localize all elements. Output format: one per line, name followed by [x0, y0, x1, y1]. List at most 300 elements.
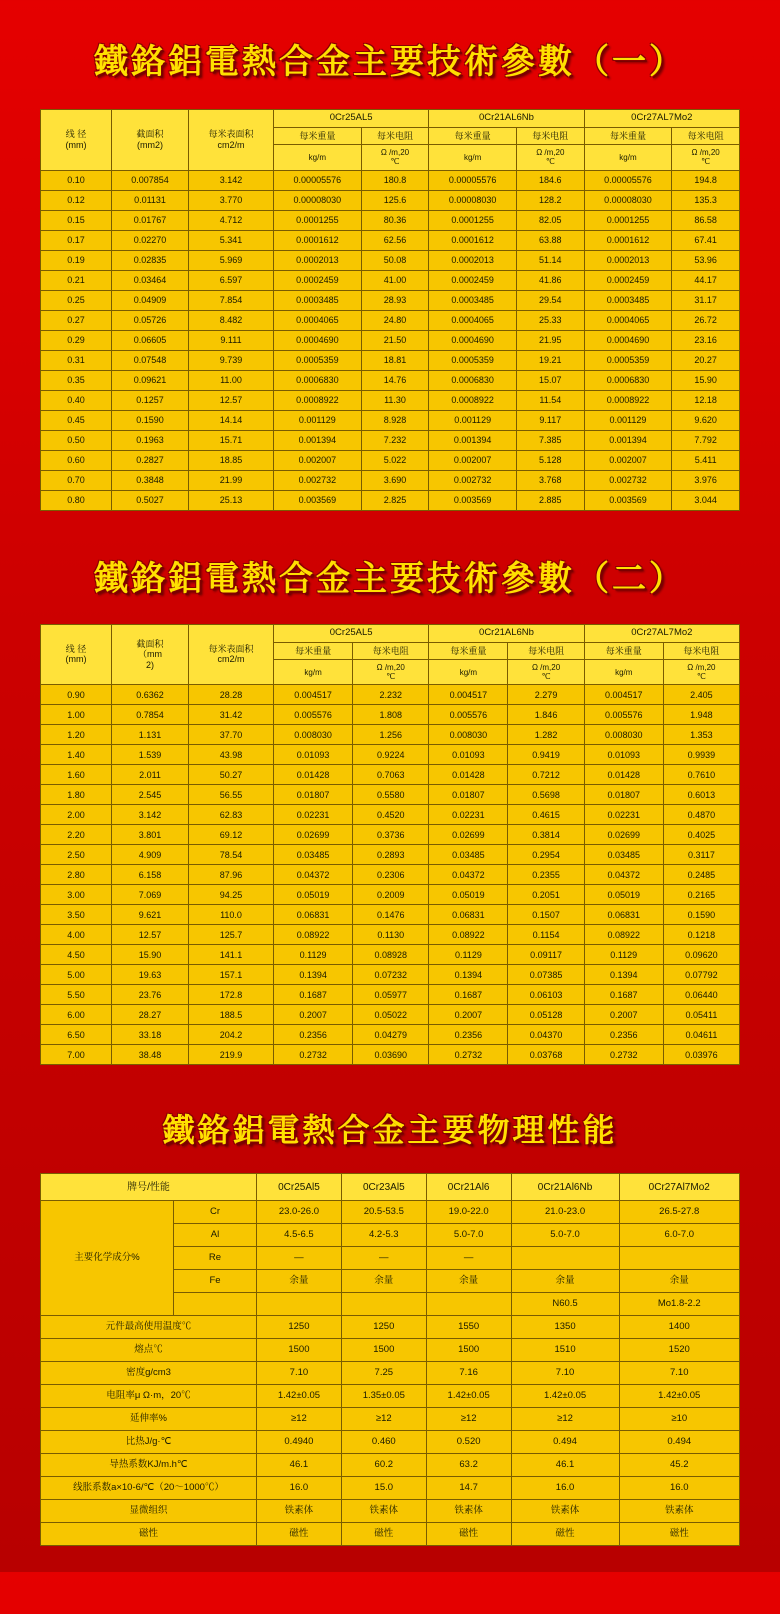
table-cell: 7.385 [516, 430, 584, 450]
table-cell: 9.739 [189, 350, 274, 370]
table-cell: 135.3 [672, 190, 740, 210]
section-title-3: 鐵鉻鋁電熱合金主要物理性能 [162, 1112, 618, 1149]
table-cell: 0.2954 [508, 845, 584, 865]
table-cell: 0.0004690 [584, 330, 672, 350]
table-row [41, 1385, 740, 1408]
table-cell: 0.0005359 [274, 350, 362, 370]
table-cell: 23.76 [112, 985, 189, 1005]
chem-element-name: Cr [174, 1201, 257, 1224]
table-cell: 0.05411 [663, 1005, 739, 1025]
table-cell: 9.117 [516, 410, 584, 430]
table-cell: 0.04909 [112, 290, 189, 310]
property-value-cell: 14.7 [426, 1477, 511, 1500]
table-cell: 188.5 [189, 1005, 274, 1025]
property-value-cell: 46.1 [511, 1454, 619, 1477]
table-cell: 4.50 [41, 945, 112, 965]
table-cell: 6.158 [112, 865, 189, 885]
table-cell: 20.27 [672, 350, 740, 370]
table-cell: 0.02699 [584, 825, 663, 845]
header-wire-diameter: 线 径 (mm) [41, 110, 112, 171]
chem-value-cell: 21.0-23.0 [511, 1201, 619, 1224]
table-cell: 180.8 [361, 170, 429, 190]
header2-resistance-unit-3: Ω /m,20 ℃ [663, 659, 739, 684]
table-row [41, 765, 740, 785]
table-cell: 11.00 [189, 370, 274, 390]
table-cell: 0.0001612 [429, 230, 517, 250]
table-cell: 0.60 [41, 450, 112, 470]
table-cell: 28.93 [361, 290, 429, 310]
table-cell: 25.33 [516, 310, 584, 330]
table-cell: 3.044 [672, 490, 740, 510]
table2-header-row-1 [41, 624, 740, 642]
table-cell: 0.0008922 [274, 390, 362, 410]
table-cell: 0.1130 [353, 925, 429, 945]
table-cell: 0.0004690 [274, 330, 362, 350]
table-cell: 0.02835 [112, 250, 189, 270]
chem-value-cell: 余量 [619, 1270, 740, 1293]
table-cell: 26.72 [672, 310, 740, 330]
table-row [41, 210, 740, 230]
table-cell: 0.00008030 [584, 190, 672, 210]
table-cell: 29.54 [516, 290, 584, 310]
table-row [41, 1523, 740, 1546]
table-cell: 21.99 [189, 470, 274, 490]
property-value-cell: ≥12 [341, 1408, 426, 1431]
property-value-cell: ≥12 [511, 1408, 619, 1431]
property-value-cell: 0.520 [426, 1431, 511, 1454]
table-cell: 172.8 [189, 985, 274, 1005]
table-row [41, 1045, 740, 1065]
table-cell: 82.05 [516, 210, 584, 230]
table-cell: 67.41 [672, 230, 740, 250]
table-cell: 0.09117 [508, 945, 584, 965]
table-cell: 0.008030 [274, 725, 353, 745]
table-row [41, 450, 740, 470]
table-cell: 31.17 [672, 290, 740, 310]
header2-section-area: 截面积 （mm 2) [112, 624, 189, 685]
table-cell: 5.411 [672, 450, 740, 470]
property-value-cell: 铁素体 [426, 1500, 511, 1523]
table-cell: 0.05019 [429, 885, 508, 905]
property-value-cell: 7.10 [257, 1362, 342, 1385]
table-cell: 3.770 [189, 190, 274, 210]
table-cell: 0.01807 [429, 785, 508, 805]
table-row [41, 885, 740, 905]
table-cell: 80.36 [361, 210, 429, 230]
table-cell: 0.6362 [112, 685, 189, 705]
table-cell: 0.7854 [112, 705, 189, 725]
table-cell: 0.5580 [353, 785, 429, 805]
table-cell: 69.12 [189, 825, 274, 845]
table-cell: 9.111 [189, 330, 274, 350]
table-cell: 1.131 [112, 725, 189, 745]
table-cell: 0.00005576 [274, 170, 362, 190]
table-cell: 0.03485 [274, 845, 353, 865]
table-row [41, 1408, 740, 1431]
table-cell: 0.07385 [508, 965, 584, 985]
table-row [41, 490, 740, 510]
table-cell: 0.07792 [663, 965, 739, 985]
table-cell: 0.00008030 [274, 190, 362, 210]
table-cell: 1.60 [41, 765, 112, 785]
property-name: 线胀系数a×10-6/℃（20～1000℃） [41, 1477, 257, 1500]
table2-head [41, 624, 740, 685]
chem-element-name: Re [174, 1247, 257, 1270]
table-cell: 0.0004065 [584, 310, 672, 330]
table-cell: 3.976 [672, 470, 740, 490]
table-row [41, 865, 740, 885]
chem-value-cell: — [257, 1247, 342, 1270]
header3-alloy: 0Cr21Al6 [426, 1174, 511, 1201]
table-cell: 110.0 [189, 905, 274, 925]
table-cell: 50.27 [189, 765, 274, 785]
table-cell: 0.04370 [508, 1025, 584, 1045]
table-cell: 12.18 [672, 390, 740, 410]
property-value-cell: ≥10 [619, 1408, 740, 1431]
table-cell: 11.54 [516, 390, 584, 410]
table-cell: 0.04279 [353, 1025, 429, 1045]
table-cell: 0.07232 [353, 965, 429, 985]
table-cell: 86.58 [672, 210, 740, 230]
table-cell: 5.00 [41, 965, 112, 985]
header3-alloy: 0Cr23Al5 [341, 1174, 426, 1201]
header-weight-unit-3: kg/m [584, 145, 672, 170]
header-alloy-0cr21al6nb: 0Cr21AL6Nb [429, 110, 584, 128]
table-cell: 2.232 [353, 685, 429, 705]
table-row [41, 170, 740, 190]
table-cell: 0.5698 [508, 785, 584, 805]
table-cell: 0.2051 [508, 885, 584, 905]
chem-value-cell [257, 1293, 342, 1316]
table-cell: 0.1687 [584, 985, 663, 1005]
table-cell: 0.0006830 [429, 370, 517, 390]
property-value-cell: 15.0 [341, 1477, 426, 1500]
table-cell: 43.98 [189, 745, 274, 765]
table-cell: 51.14 [516, 250, 584, 270]
chem-value-cell: 余量 [341, 1270, 426, 1293]
table-cell: 0.02699 [274, 825, 353, 845]
property-value-cell: 铁素体 [341, 1500, 426, 1523]
property-value-cell: 7.10 [619, 1362, 740, 1385]
table-cell: 12.57 [112, 925, 189, 945]
table-row [41, 745, 740, 765]
property-value-cell: 0.4940 [257, 1431, 342, 1454]
table-cell: 0.4520 [353, 805, 429, 825]
table-cell: 0.00005576 [584, 170, 672, 190]
table-cell: 3.690 [361, 470, 429, 490]
chem-value-cell [341, 1293, 426, 1316]
table-cell: 62.56 [361, 230, 429, 250]
table-cell: 0.01093 [429, 745, 508, 765]
table-cell: 0.2732 [274, 1045, 353, 1065]
table-cell: 2.80 [41, 865, 112, 885]
table-cell: 0.0001255 [429, 210, 517, 230]
table-row [41, 1005, 740, 1025]
table-cell: 31.42 [189, 705, 274, 725]
header-surface-area: 每米表面积 cm2/m [189, 110, 274, 171]
table-cell: 94.25 [189, 885, 274, 905]
table-cell: 2.885 [516, 490, 584, 510]
table-cell: 1.282 [508, 725, 584, 745]
table-cell: 24.80 [361, 310, 429, 330]
table-cell: 0.09620 [663, 945, 739, 965]
header-weight-2: 每米重量 [429, 127, 517, 144]
table-cell: 0.1129 [429, 945, 508, 965]
property-value-cell: 铁素体 [511, 1500, 619, 1523]
table-row [41, 1500, 740, 1523]
tech-params-table-1 [40, 109, 740, 511]
table-cell: 2.825 [361, 490, 429, 510]
table-row [41, 1454, 740, 1477]
table-row [41, 1477, 740, 1500]
table-cell: 9.621 [112, 905, 189, 925]
header2-wire-diameter: 线 径 (mm) [41, 624, 112, 685]
table-row [41, 470, 740, 490]
table-row [41, 705, 740, 725]
table-cell: 50.08 [361, 250, 429, 270]
table-cell: 0.08922 [274, 925, 353, 945]
table-cell: 0.01807 [274, 785, 353, 805]
table-cell: 0.01428 [584, 765, 663, 785]
table-cell: 0.00005576 [429, 170, 517, 190]
table-cell: 15.07 [516, 370, 584, 390]
table-cell: 0.004517 [584, 685, 663, 705]
header-section-area: 截面积 (mm2) [112, 110, 189, 171]
table-cell: 0.007854 [112, 170, 189, 190]
table-cell: 0.0002013 [274, 250, 362, 270]
table-cell: 0.1129 [584, 945, 663, 965]
table-cell: 0.1394 [274, 965, 353, 985]
property-value-cell: 16.0 [511, 1477, 619, 1500]
table-cell: 21.50 [361, 330, 429, 350]
table-row [41, 270, 740, 290]
table3-head [41, 1174, 740, 1201]
table-cell: 0.3736 [353, 825, 429, 845]
chem-value-cell [426, 1293, 511, 1316]
table-cell: 0.03485 [584, 845, 663, 865]
property-value-cell: 铁素体 [619, 1500, 740, 1523]
table-cell: 0.2893 [353, 845, 429, 865]
table-cell: 0.002732 [584, 470, 672, 490]
table-cell: 0.2007 [429, 1005, 508, 1025]
table-cell: 0.0002459 [584, 270, 672, 290]
table-cell: 0.005576 [274, 705, 353, 725]
table-cell: 141.1 [189, 945, 274, 965]
chem-element-name: Al [174, 1224, 257, 1247]
table-cell: 0.12 [41, 190, 112, 210]
property-value-cell: 63.2 [426, 1454, 511, 1477]
table-cell: 0.40 [41, 390, 112, 410]
table-row [41, 1316, 740, 1339]
property-value-cell: 1.42±0.05 [619, 1385, 740, 1408]
header2-alloy-0cr21al6nb: 0Cr21AL6Nb [429, 624, 584, 642]
table-cell: 8.482 [189, 310, 274, 330]
property-name: 导热系数KJ/m.h℃ [41, 1454, 257, 1477]
table-cell: 0.1590 [112, 410, 189, 430]
chem-value-cell: 余量 [426, 1270, 511, 1293]
table-cell: 0.0002013 [584, 250, 672, 270]
table-cell: 0.0001612 [274, 230, 362, 250]
property-value-cell: 45.2 [619, 1454, 740, 1477]
table-cell: 7.069 [112, 885, 189, 905]
table-row [41, 430, 740, 450]
table-cell: 1.20 [41, 725, 112, 745]
table-row [41, 370, 740, 390]
chem-value-cell: 23.0-26.0 [257, 1201, 342, 1224]
table-cell: 3.00 [41, 885, 112, 905]
physical-properties-table [40, 1173, 740, 1546]
table-row [41, 1025, 740, 1045]
table-cell: 0.001394 [274, 430, 362, 450]
property-value-cell: 1.42±0.05 [426, 1385, 511, 1408]
table-cell: 0.002732 [429, 470, 517, 490]
table-row [41, 945, 740, 965]
header2-resistance-2: 每米电阻 [508, 642, 584, 659]
property-value-cell: 1550 [426, 1316, 511, 1339]
property-value-cell: 磁性 [619, 1523, 740, 1546]
table-cell: 0.001129 [429, 410, 517, 430]
table-cell: 0.01807 [584, 785, 663, 805]
property-value-cell: 1520 [619, 1339, 740, 1362]
table-cell: 7.792 [672, 430, 740, 450]
property-name: 比热J/g·℃ [41, 1431, 257, 1454]
table-cell: 6.597 [189, 270, 274, 290]
header2-resistance-3: 每米电阻 [663, 642, 739, 659]
header2-resistance-unit-2: Ω /m,20 ℃ [508, 659, 584, 684]
table-cell: 0.0004065 [274, 310, 362, 330]
table-row [41, 190, 740, 210]
table-row [41, 825, 740, 845]
table-cell: 0.2732 [584, 1045, 663, 1065]
property-value-cell: 0.494 [619, 1431, 740, 1454]
table-cell: 0.2356 [429, 1025, 508, 1045]
header2-weight-unit-3: kg/m [584, 659, 663, 684]
table-cell: 1.00 [41, 705, 112, 725]
table-cell: 0.2356 [584, 1025, 663, 1045]
table-cell: 0.003569 [274, 490, 362, 510]
table-row [41, 785, 740, 805]
table-cell: 0.0002013 [429, 250, 517, 270]
header-resistance-unit-1: Ω /m,20 ℃ [361, 145, 429, 170]
chem-value-cell: 6.0-7.0 [619, 1224, 740, 1247]
property-value-cell: 16.0 [257, 1477, 342, 1500]
table-cell: 0.04372 [584, 865, 663, 885]
property-value-cell: 1250 [341, 1316, 426, 1339]
table-cell: 0.00008030 [429, 190, 517, 210]
chem-value-cell: 余量 [257, 1270, 342, 1293]
header2-alloy-0cr25al5: 0Cr25AL5 [274, 624, 429, 642]
table-cell: 6.00 [41, 1005, 112, 1025]
table-cell: 0.1394 [429, 965, 508, 985]
table-row [41, 925, 740, 945]
table-row [41, 1431, 740, 1454]
table-cell: 0.27 [41, 310, 112, 330]
table-cell: 0.01131 [112, 190, 189, 210]
table-cell: 1.808 [353, 705, 429, 725]
table-cell: 0.004517 [429, 685, 508, 705]
table-cell: 19.21 [516, 350, 584, 370]
table-cell: 0.05019 [274, 885, 353, 905]
table-cell: 0.3117 [663, 845, 739, 865]
table-cell: 0.005576 [584, 705, 663, 725]
header-weight-unit-2: kg/m [429, 145, 517, 170]
table-cell: 0.2485 [663, 865, 739, 885]
table-cell: 0.19 [41, 250, 112, 270]
property-name: 熔点℃ [41, 1339, 257, 1362]
table-cell: 0.35 [41, 370, 112, 390]
table-cell: 3.801 [112, 825, 189, 845]
table-cell: 7.854 [189, 290, 274, 310]
table-cell: 0.50 [41, 430, 112, 450]
table-cell: 0.45 [41, 410, 112, 430]
table-cell: 0.05726 [112, 310, 189, 330]
table2-body [41, 685, 740, 1065]
table-cell: 0.0006830 [274, 370, 362, 390]
table-cell: 0.1476 [353, 905, 429, 925]
table-cell: 0.4615 [508, 805, 584, 825]
header2-weight-unit-1: kg/m [274, 659, 353, 684]
property-value-cell: 7.16 [426, 1362, 511, 1385]
header-alloy-0cr25al5: 0Cr25AL5 [274, 110, 429, 128]
table-cell: 0.06831 [429, 905, 508, 925]
table-cell: 0.2355 [508, 865, 584, 885]
property-name: 元件最高使用温度℃ [41, 1316, 257, 1339]
table-cell: 0.08922 [584, 925, 663, 945]
table-cell: 0.08922 [429, 925, 508, 945]
table-row [41, 685, 740, 705]
header2-resistance-1: 每米电阻 [353, 642, 429, 659]
table-cell: 0.1257 [112, 390, 189, 410]
table1-body [41, 170, 740, 510]
property-value-cell: 1510 [511, 1339, 619, 1362]
table-cell: 15.71 [189, 430, 274, 450]
table-cell: 0.0008922 [584, 390, 672, 410]
table-cell: 0.17 [41, 230, 112, 250]
table-cell: 0.001129 [584, 410, 672, 430]
table-cell: 14.14 [189, 410, 274, 430]
table-cell: 0.1129 [274, 945, 353, 965]
table-row [41, 905, 740, 925]
table-row [41, 250, 740, 270]
table-cell: 0.9939 [663, 745, 739, 765]
property-value-cell: 铁素体 [257, 1500, 342, 1523]
table-cell: 0.001129 [274, 410, 362, 430]
table-row [41, 390, 740, 410]
property-name: 显微组织 [41, 1500, 257, 1523]
table-cell: 0.2732 [429, 1045, 508, 1065]
header3-grade-property: 牌号/性能 [41, 1174, 257, 1201]
table-cell: 0.2009 [353, 885, 429, 905]
table-cell: 125.7 [189, 925, 274, 945]
table-cell: 0.0003485 [274, 290, 362, 310]
table-cell: 0.1154 [508, 925, 584, 945]
chem-value-cell: 26.5-27.8 [619, 1201, 740, 1224]
table-cell: 0.10 [41, 170, 112, 190]
table-cell: 7.00 [41, 1045, 112, 1065]
property-value-cell: 1250 [257, 1316, 342, 1339]
table-cell: 1.353 [663, 725, 739, 745]
table-cell: 0.03464 [112, 270, 189, 290]
table-cell: 0.4025 [663, 825, 739, 845]
table-cell: 3.142 [112, 805, 189, 825]
table-cell: 0.9419 [508, 745, 584, 765]
table-cell: 4.909 [112, 845, 189, 865]
chem-value-cell: Mo1.8-2.2 [619, 1293, 740, 1316]
table-cell: 0.9224 [353, 745, 429, 765]
table-cell: 0.7212 [508, 765, 584, 785]
property-value-cell: 1500 [341, 1339, 426, 1362]
property-value-cell: 磁性 [426, 1523, 511, 1546]
